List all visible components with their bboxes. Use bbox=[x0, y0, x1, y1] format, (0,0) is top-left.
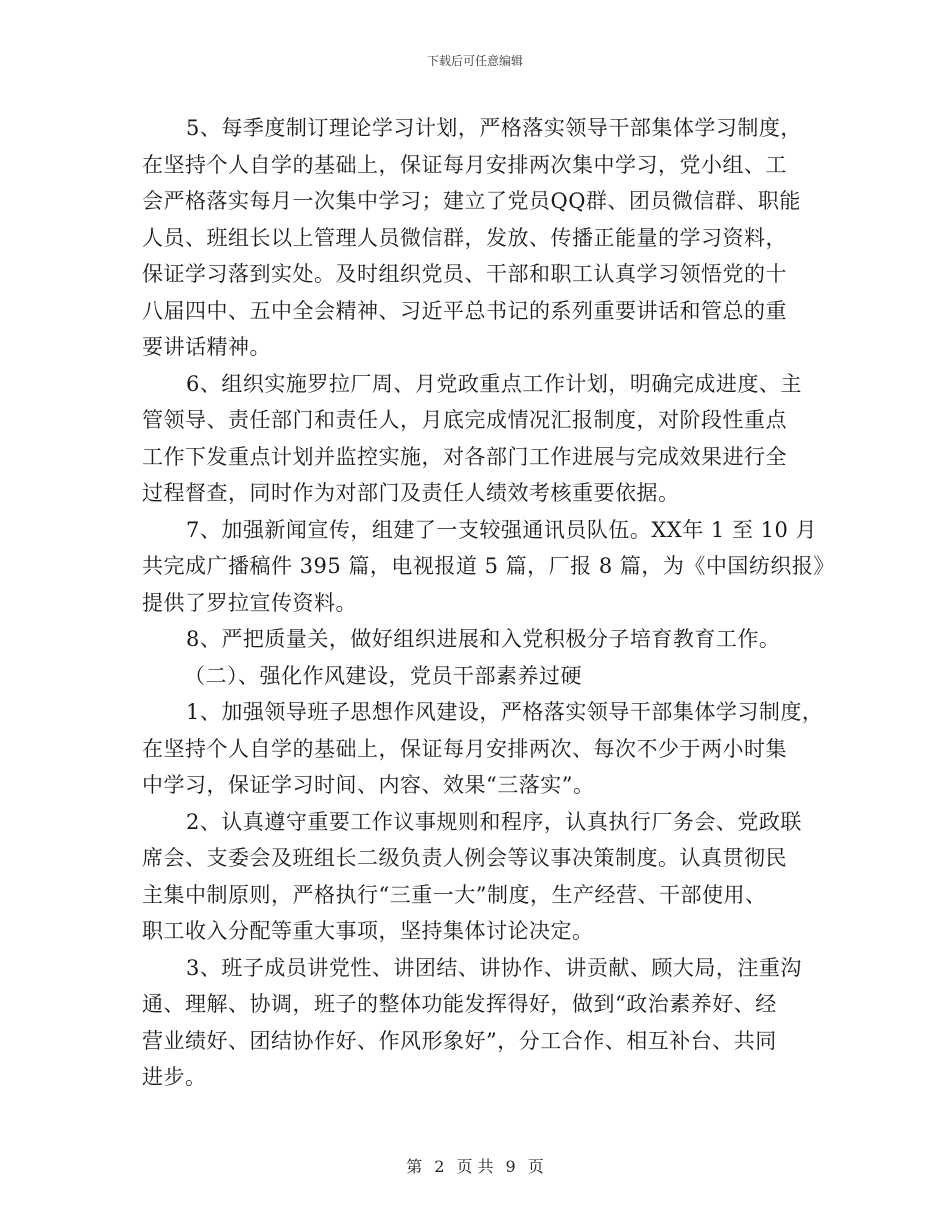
text-line: 人员、班组长以上管理人员微信群，发放、传播正能量的学习资料， bbox=[142, 225, 787, 250]
footer-prefix: 第 bbox=[406, 1157, 423, 1176]
text-line: 5、每季度制订理论学习计划，严格落实领导干部集体学习制度， bbox=[186, 116, 802, 140]
footer-total-pages: 9 bbox=[505, 1157, 516, 1176]
text-line: 提供了罗拉宣传资料。 bbox=[142, 590, 357, 615]
text-line: 八届四中、五中全会精神、习近平总书记的系列重要讲话和管总的重 bbox=[142, 298, 787, 323]
text-line: 过程督查，同时作为对部门及责任人绩效考核重要依据。 bbox=[142, 481, 680, 505]
text-line: 会严格落实每月一次集中学习；建立了党员QQ群、团员微信群、职能 bbox=[142, 189, 801, 213]
text-line: 要讲话精神。 bbox=[142, 335, 271, 359]
paragraph bbox=[142, 804, 812, 950]
paragraph bbox=[142, 621, 812, 658]
footer-middle: 页 共 bbox=[456, 1157, 494, 1176]
paragraph bbox=[142, 658, 812, 695]
paragraph bbox=[142, 512, 835, 622]
text-line: 职工收入分配等重大事项，坚持集体讨论决定。 bbox=[142, 919, 594, 943]
text-line: 3、班子成员讲党性、讲团结、讲协作、讲贡献、顾大局，注重沟 bbox=[186, 955, 802, 980]
paragraph bbox=[142, 366, 812, 512]
footer-suffix: 页 bbox=[527, 1157, 544, 1176]
text-line: 进步。 bbox=[142, 1065, 207, 1089]
page-header: 下载后可任意编辑 bbox=[426, 54, 523, 68]
page-footer bbox=[0, 1154, 950, 1177]
text-line: （二）、强化作风建设，党员干部素养过硬 bbox=[184, 663, 582, 688]
document-body bbox=[142, 110, 835, 1096]
text-line: 1、加强领导班子思想作风建设，严格落实领导干部集体学习制度， bbox=[186, 700, 824, 724]
text-line: 营业绩好、团结协作好、作风形象好”，分工合作、相互补台、共同 bbox=[142, 1028, 777, 1053]
text-line: 中学习，保证学习时间、内容、效果“三落实”。 bbox=[142, 773, 595, 797]
text-line: 席会、支委会及班组长二级负责人例会等议事决策制度。认真贯彻民 bbox=[142, 846, 787, 870]
paragraph bbox=[142, 110, 812, 366]
footer-page-number: 2 bbox=[434, 1157, 445, 1176]
text-line: 2、认真遵守重要工作议事规则和程序，认真执行厂务会、党政联 bbox=[186, 809, 802, 834]
text-line: 通、理解、协调，班子的整体功能发挥得好，做到“政治素养好、经 bbox=[142, 992, 777, 1016]
text-line: 7、加强新闻宣传，组建了一支较强通讯员队伍。XX年 1 至 10 月 bbox=[186, 517, 818, 542]
text-line: 8、严把质量关，做好组织进展和入党积极分子培育教育工作。 bbox=[186, 627, 781, 651]
text-line: 工作下发重点计划并监控实施，对各部门工作进展与完成效果进行全 bbox=[142, 444, 787, 469]
paragraph bbox=[142, 694, 824, 804]
text-line: 管领导、责任部门和责任人，月底完成情况汇报制度，对阶段性重点 bbox=[142, 408, 787, 432]
text-line: 共完成广播稿件 395 篇，电视报道 5 篇，厂报 8 篇，为《中国纺织报》 bbox=[142, 554, 835, 578]
text-line: 主集中制原则，严格执行“三重一大”制度，生产经营、干部使用、 bbox=[142, 882, 767, 907]
paragraph bbox=[142, 950, 812, 1096]
text-line: 在坚持个人自学的基础上，保证每月安排两次、每次不少于两小时集 bbox=[142, 736, 787, 761]
text-line: 保证学习落到实处。及时组织党员、干部和职工认真学习领悟党的十 bbox=[142, 262, 787, 286]
text-line: 6、组织实施罗拉厂周、月党政重点工作计划，明确完成进度、主 bbox=[186, 371, 802, 396]
text-line: 在坚持个人自学的基础上，保证每月安排两次集中学习，党小组、工 bbox=[142, 152, 787, 177]
